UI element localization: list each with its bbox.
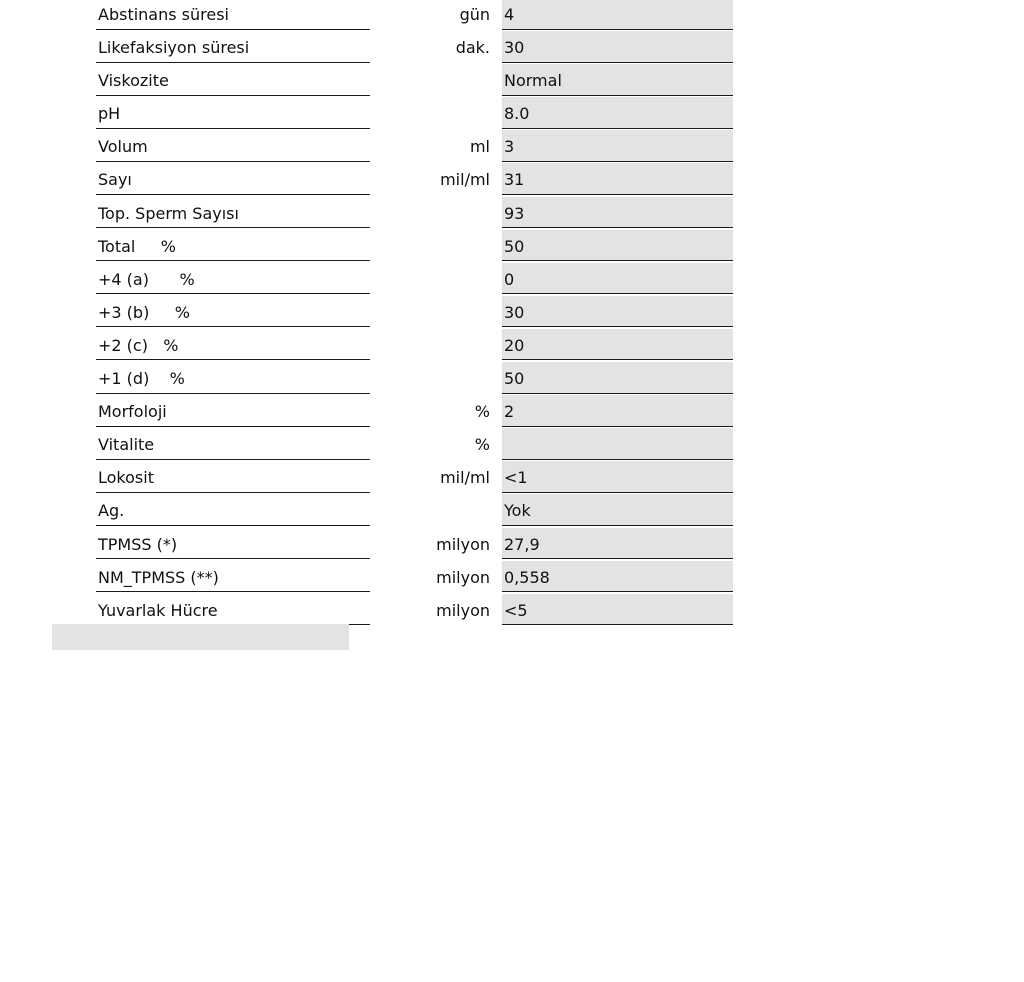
unit-label <box>400 64 490 97</box>
parameter-label: Abstinans süresi <box>96 0 370 30</box>
table-row <box>0 494 1024 527</box>
unit-label: % <box>474 435 490 455</box>
table-row <box>0 528 1024 561</box>
table-row <box>0 197 1024 230</box>
parameter-label: Ag. <box>96 494 370 526</box>
result-value <box>502 428 733 460</box>
unit-label: % <box>474 402 490 422</box>
result-value: 3 <box>502 130 733 162</box>
table-row <box>0 594 1024 627</box>
result-value: 31 <box>502 163 733 195</box>
parameter-label: Top. Sperm Sayısı <box>96 197 370 229</box>
result-value: Normal <box>502 64 733 96</box>
parameter-label: Lokosit <box>96 461 370 493</box>
result-value: 2 <box>502 395 733 427</box>
unit-label: mil/ml <box>440 170 490 190</box>
table-row <box>0 461 1024 494</box>
parameter-label: +1 (d) % <box>96 362 370 394</box>
unit-label <box>400 329 490 362</box>
parameter-label: +3 (b) % <box>96 296 370 328</box>
parameter-label: Sayı <box>96 163 370 195</box>
table-row <box>0 561 1024 594</box>
table-row <box>0 296 1024 329</box>
unit-label <box>400 97 490 130</box>
result-value: 50 <box>502 230 733 262</box>
parameter-label: pH <box>96 97 370 129</box>
parameter-label: Likefaksiyon süresi <box>96 31 370 63</box>
unit-label: dak. <box>455 38 490 58</box>
unit-label <box>400 362 490 395</box>
result-value: 8.0 <box>502 97 733 129</box>
table-row <box>0 163 1024 196</box>
result-value: <5 <box>502 594 733 626</box>
table-row <box>0 130 1024 163</box>
unit-label <box>400 296 490 329</box>
result-value: 27,9 <box>502 528 733 560</box>
parameter-label: +2 (c) % <box>96 329 370 361</box>
unit-label: gün <box>459 5 490 24</box>
parameter-label: TPMSS (*) <box>96 528 370 560</box>
unit-label <box>400 494 490 527</box>
table-row <box>0 31 1024 64</box>
unit-label: mil/ml <box>440 468 490 488</box>
table-row <box>0 263 1024 296</box>
unit-label <box>400 197 490 230</box>
parameter-label: Morfoloji <box>96 395 370 427</box>
unit-label: milyon <box>436 534 490 554</box>
unit-label: ml <box>469 137 490 157</box>
result-value: 0 <box>502 263 733 295</box>
result-value: 0,558 <box>502 561 733 593</box>
parameter-label: Vitalite <box>96 428 370 460</box>
result-value: Yok <box>502 494 733 526</box>
parameter-label: +4 (a) % <box>96 263 370 295</box>
table-row <box>0 64 1024 97</box>
unit-label: milyon <box>436 567 490 587</box>
result-value: 20 <box>502 329 733 361</box>
parameter-label: Yuvarlak Hücre <box>96 594 370 626</box>
result-value: 30 <box>502 296 733 328</box>
table-row <box>0 395 1024 428</box>
table-row <box>0 362 1024 395</box>
result-value: 93 <box>502 197 733 229</box>
parameter-label: Total % <box>96 230 370 262</box>
table-row <box>0 329 1024 362</box>
parameter-label: Volum <box>96 130 370 162</box>
footer-shaded-bar <box>52 624 349 650</box>
unit-label <box>400 230 490 263</box>
result-value: 50 <box>502 362 733 394</box>
table-row <box>0 97 1024 130</box>
parameter-label: NM_TPMSS (**) <box>96 561 370 593</box>
table-row <box>0 428 1024 461</box>
parameter-label: Viskozite <box>96 64 370 96</box>
unit-label <box>400 263 490 296</box>
result-value: 4 <box>502 0 733 30</box>
table-row <box>0 0 1024 31</box>
table-row <box>0 230 1024 263</box>
result-value: <1 <box>502 461 733 493</box>
unit-label: milyon <box>436 600 490 620</box>
result-value: 30 <box>502 31 733 63</box>
